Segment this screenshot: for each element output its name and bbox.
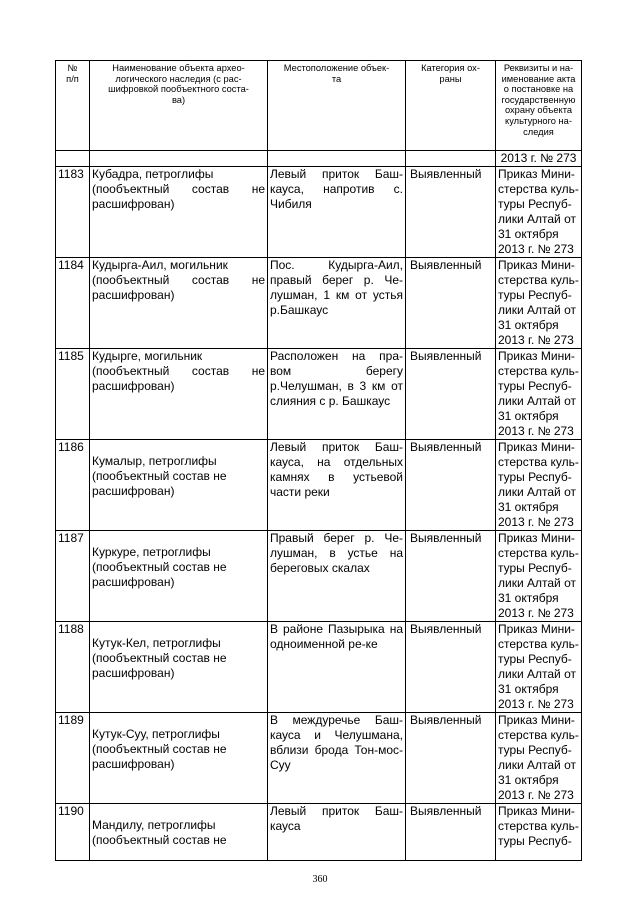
table-header-row bbox=[56, 61, 582, 151]
object-name bbox=[90, 167, 268, 258]
object-title: Мандилу, петроглифы bbox=[92, 818, 216, 832]
object-title: Кутук-Кел, петроглифы bbox=[92, 636, 221, 650]
object-details: (пообъектный состав не расшифрован) bbox=[92, 651, 227, 680]
object-location: Левый приток Баш-кауса, напротив с. Чибиля bbox=[268, 167, 406, 258]
object-act: Приказ Мини- стерства куль- туры Респуб- лики Алтай от 31 октября 2013 г. № 273 bbox=[496, 258, 582, 349]
table-row bbox=[56, 531, 582, 622]
page-number: 360 bbox=[312, 874, 328, 885]
object-details: (пообъектный состав не расшифрован) bbox=[92, 364, 265, 393]
continuation-act: 2013 г. № 273 bbox=[496, 151, 582, 167]
object-category: Выявленный bbox=[406, 804, 496, 861]
object-name bbox=[90, 349, 268, 440]
object-details: (пообъектный состав не расшифрован) bbox=[92, 742, 227, 771]
table-row bbox=[56, 258, 582, 349]
object-act: Приказ Мини- стерства куль- туры Респуб- bbox=[496, 804, 582, 861]
object-location: Расположен на пра-вом берегу р.Челушман, в 3 км от слияния с р. Башкаус bbox=[268, 349, 406, 440]
row-number: 1187 bbox=[56, 531, 90, 622]
object-title: Кутук-Суу, петроглифы bbox=[92, 727, 220, 741]
object-category: Выявленный bbox=[406, 167, 496, 258]
row-number: 1188 bbox=[56, 622, 90, 713]
object-title: Кудырге, могильник bbox=[92, 349, 203, 363]
cell-empty bbox=[406, 151, 496, 167]
row-number: 1186 bbox=[56, 440, 90, 531]
object-name bbox=[90, 804, 268, 861]
row-number: 1183 bbox=[56, 167, 90, 258]
object-category: Выявленный bbox=[406, 258, 496, 349]
object-title: Куркуре, петроглифы bbox=[92, 545, 211, 559]
table-row bbox=[56, 349, 582, 440]
cell-empty bbox=[56, 151, 90, 167]
table-row bbox=[56, 713, 582, 804]
object-category: Выявленный bbox=[406, 713, 496, 804]
table-row bbox=[56, 622, 582, 713]
object-act: Приказ Мини- стерства куль- туры Респуб- лики Алтай от 31 октября 2013 г. № 273 bbox=[496, 349, 582, 440]
object-title: Кудырга-Аил, могильник bbox=[92, 258, 228, 272]
object-location: Пос. Кудырга-Аил, правый берег р. Че-лушман, 1 км от устья р.Башкаус bbox=[268, 258, 406, 349]
object-location: В междуречье Баш-кауса и Челушмана, вблизи брода Тон-мос-Суу bbox=[268, 713, 406, 804]
object-details: (пообъектный состав не расшифрован) bbox=[92, 560, 227, 589]
object-details: (пообъектный состав не bbox=[92, 833, 227, 847]
object-act: Приказ Мини- стерства куль- туры Респуб- лики Алтай от 31 октября 2013 г. № 273 bbox=[496, 440, 582, 531]
heritage-register-table bbox=[55, 60, 582, 861]
object-name bbox=[90, 622, 268, 713]
table-row bbox=[56, 804, 582, 861]
row-number: 1185 bbox=[56, 349, 90, 440]
object-name bbox=[90, 531, 268, 622]
object-title: Кумалыр, петроглифы bbox=[92, 454, 217, 468]
object-act: Приказ Мини- стерства куль- туры Респуб- лики Алтай от 31 октября 2013 г. № 273 bbox=[496, 531, 582, 622]
object-location: Правый берег р. Че-лушман, в устье на береговых скалах bbox=[268, 531, 406, 622]
object-category: Выявленный bbox=[406, 531, 496, 622]
header-category: Категория ох- раны bbox=[406, 61, 496, 151]
object-location: Левый приток Баш-кауса, на отдельных камнях в устьевой части реки bbox=[268, 440, 406, 531]
header-location: Местоположение объек- та bbox=[268, 61, 406, 151]
object-category: Выявленный bbox=[406, 622, 496, 713]
object-details: (пообъектный состав не расшифрован) bbox=[92, 182, 265, 211]
object-act: Приказ Мини- стерства куль- туры Респуб- лики Алтай от 31 октября 2013 г. № 273 bbox=[496, 713, 582, 804]
header-name: Наименование объекта архео- логического наследия (с рас- шифровкой пообъектного соста- ва) bbox=[90, 61, 268, 151]
table-row bbox=[56, 167, 582, 258]
row-number: 1190 bbox=[56, 804, 90, 861]
object-location: Левый приток Баш-кауса bbox=[268, 804, 406, 861]
object-location: В районе Пазырыка на одноименной ре-ке bbox=[268, 622, 406, 713]
object-name bbox=[90, 440, 268, 531]
object-name bbox=[90, 713, 268, 804]
row-number: 1184 bbox=[56, 258, 90, 349]
row-number: 1189 bbox=[56, 713, 90, 804]
header-act: Реквизиты и на- именование акта о постановке на государственную охрану объекта культурного на- следия bbox=[496, 61, 582, 151]
object-details: (пообъектный состав не расшифрован) bbox=[92, 469, 227, 498]
object-name bbox=[90, 258, 268, 349]
object-details: (пообъектный состав не расшифрован) bbox=[92, 273, 265, 302]
header-num: № п/п bbox=[56, 61, 90, 151]
continuation-row bbox=[56, 151, 582, 167]
object-title: Кубадра, петроглифы bbox=[92, 167, 214, 181]
table-row bbox=[56, 440, 582, 531]
object-category: Выявленный bbox=[406, 349, 496, 440]
object-category: Выявленный bbox=[406, 440, 496, 531]
object-act: Приказ Мини- стерства куль- туры Респуб- лики Алтай от 31 октября 2013 г. № 273 bbox=[496, 622, 582, 713]
cell-empty bbox=[90, 151, 268, 167]
cell-empty bbox=[268, 151, 406, 167]
object-act: Приказ Мини- стерства куль- туры Респуб- лики Алтай от 31 октября 2013 г. № 273 bbox=[496, 167, 582, 258]
